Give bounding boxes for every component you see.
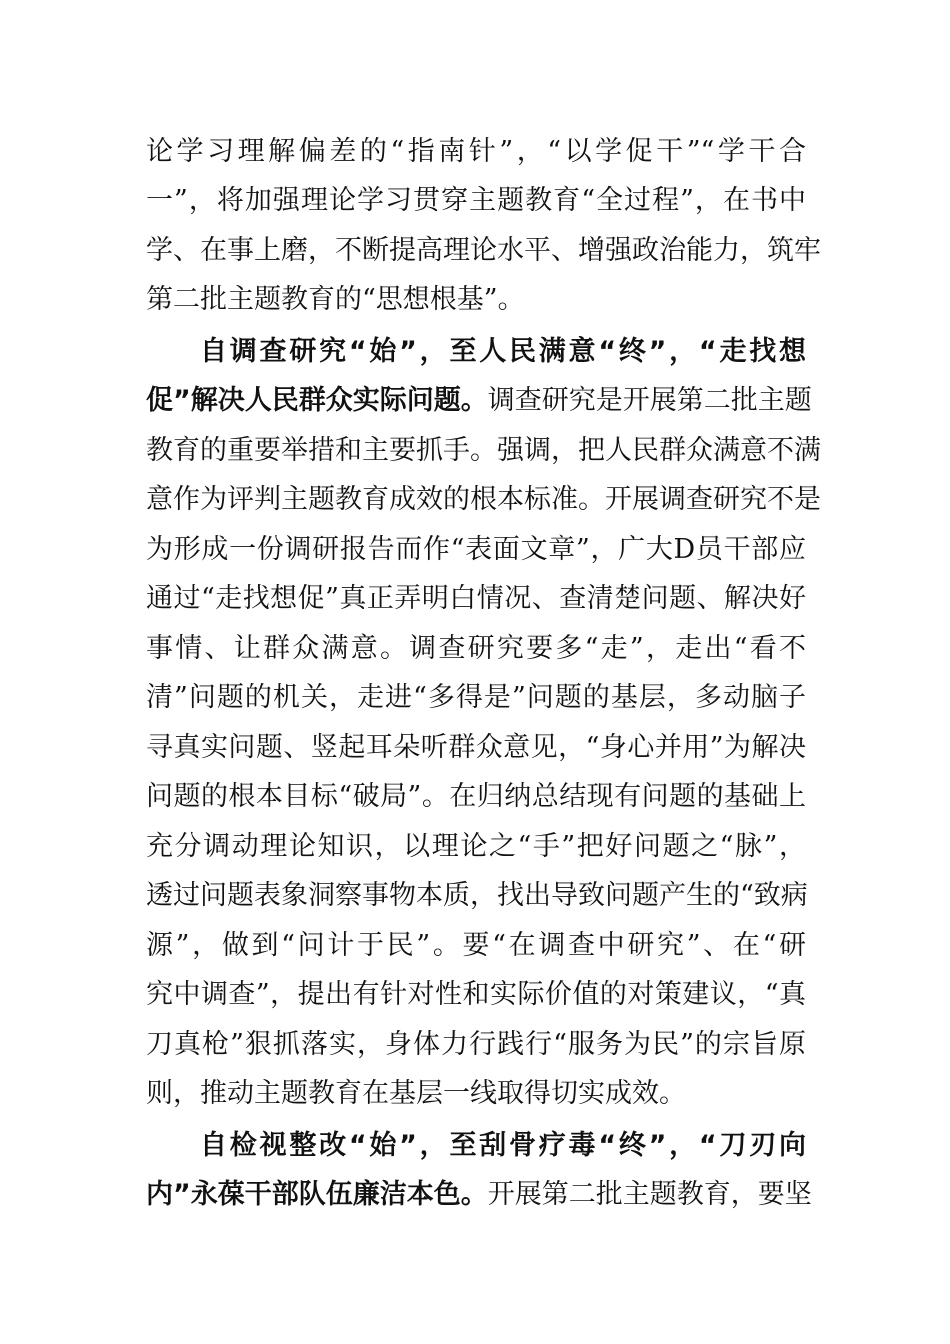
body-text-fragment: 调查研究是开展第二批主题 — [487, 385, 812, 416]
body-text-line: 论学习理解偏差的“指南针”，“以学促干”“学干合 — [146, 136, 806, 167]
heading-continuation-line — [146, 1170, 812, 1220]
body-text-line: 学、在事上磨，不断提高理论水平、增强政治能力，筑牢 — [146, 235, 821, 266]
section-heading: 自调查研究“始”，至人民满意“终”，“走找想 — [200, 336, 806, 367]
body-text-line: 刀真枪”狠抓落实，身体力行践行“服务为民”的宗旨原 — [146, 1029, 806, 1060]
body-text-line: 事情、让群众满意。调查研究要多“走”，走出“看不 — [146, 633, 806, 664]
body-text-line: 问题的根本目标“破局”。在归纳总结现有问题的基础上 — [146, 781, 806, 812]
body-text-line: 通过“走找想促”真正弄明白情况、查清楚问题、解决好 — [146, 583, 806, 614]
body-text-fragment: 开展第二批主题教育，要坚 — [487, 1179, 812, 1210]
body-text-line: 第二批主题教育的“思想根基”。 — [146, 284, 525, 315]
body-text-line: 一”，将加强理论学习贯穿主题教育“全过程”，在书中 — [146, 185, 806, 216]
body-text-line: 究中调查”，提出有针对性和实际价值的对策建议，“真 — [146, 979, 806, 1010]
body-text-line: 寻真实问题、竖起耳朵听群众意见，“身心并用”为解决 — [146, 732, 806, 763]
body-text-line: 源”，做到“问计于民”。要“在调查中研究”、在“研 — [146, 930, 806, 961]
section-heading-end: 促”解决人民群众实际问题。 — [146, 385, 488, 416]
heading-continuation-line — [146, 376, 812, 426]
section-heading-end: 内”永葆干部队伍廉洁本色。 — [146, 1179, 488, 1210]
body-text-line: 则，推动主题教育在基层一线取得切实成效。 — [146, 1078, 686, 1109]
body-text-line: 清”问题的机关，走进“多得是”问题的基层，多动脑子 — [146, 682, 806, 713]
body-text-line: 透过问题表象洞察事物本质，找出导致问题产生的“致病 — [146, 880, 808, 911]
body-text-line: 教育的重要举措和主要抓手。强调，把人民群众满意不满 — [146, 435, 821, 466]
body-text-line: 意作为评判主题教育成效的根本标准。开展调查研究不是 — [146, 484, 821, 515]
body-text-line: 为形成一份调研报告而作“表面文章”，广大D员干部应 — [146, 534, 806, 565]
body-text-line: 充分调动理论知识，以理论之“手”把好问题之“脉”， — [146, 831, 806, 862]
section-heading: 自检视整改“始”，至刮骨疗毒“终”，“刀刃向 — [200, 1130, 806, 1161]
